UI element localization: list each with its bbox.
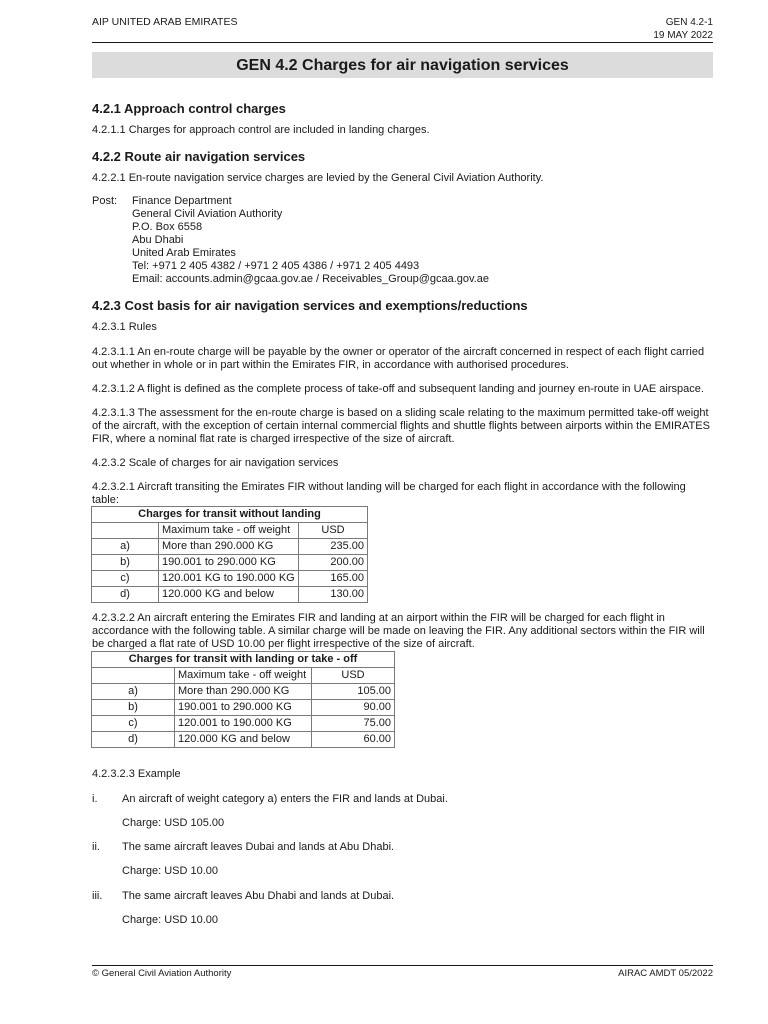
paragraph-4-2-3-2-2: 4.2.3.2.2 An aircraft entering the Emirates FIR and landing at an airport within the FIR will be charged for each flight in accordance with the following table. A similar charge will be made on leaving the FIR. Any additional sectors within the FIR will be charged a flat rate of USD 10.00 per flight irrespective of the size of aircraft. — [92, 612, 705, 650]
table-cell-usd: 105.00 — [312, 684, 395, 700]
table-cell-category: b) — [92, 700, 175, 716]
table-row — [92, 684, 395, 700]
table-header-row — [92, 523, 368, 539]
transit-without-landing-table — [91, 506, 368, 603]
table-row — [92, 571, 368, 587]
example-charge: Charge: USD 10.00 — [122, 865, 218, 877]
table-cell-category: a) — [92, 539, 159, 555]
table-cell-usd: 60.00 — [312, 732, 395, 748]
header-page-ref: GEN 4.2-1 — [665, 17, 713, 28]
footer-copyright: © General Civil Aviation Authority — [92, 968, 232, 979]
table-header-usd: USD — [312, 668, 395, 684]
table-cell-usd: 165.00 — [299, 571, 368, 587]
address-telephone: Tel: +971 2 405 4382 / +971 2 405 4386 / +971 2 405 4493 — [132, 260, 420, 272]
table-cell-weight: 120.001 KG to 190.000 KG — [159, 571, 299, 587]
address-line: P.O. Box 6558 — [132, 221, 203, 233]
section-heading-4-2-1: 4.2.1 Approach control charges — [92, 101, 286, 116]
header-publication: AIP UNITED ARAB EMIRATES — [92, 16, 238, 28]
table-caption-row — [92, 652, 395, 668]
footer-amendment: AIRAC AMDT 05/2022 — [618, 968, 713, 979]
table-row — [92, 700, 395, 716]
example-charge: Charge: USD 105.00 — [122, 817, 225, 829]
table-caption-row — [92, 507, 368, 523]
table-cell-category: c) — [92, 716, 175, 732]
table-cell-category: b) — [92, 555, 159, 571]
table-cell-category: c) — [92, 571, 159, 587]
table-row — [92, 716, 395, 732]
example-number: i. — [92, 793, 98, 805]
address-email: Email: accounts.admin@gcaa.gov.ae / Receivables_Group@gcaa.gov.ae — [132, 273, 490, 285]
table-cell-usd: 90.00 — [312, 700, 395, 716]
header-date: 19 MAY 2022 — [653, 30, 713, 41]
example-text: The same aircraft leaves Dubai and lands at Abu Dhabi. — [122, 841, 395, 853]
address-line: General Civil Aviation Authority — [132, 208, 283, 220]
paragraph-4-2-3-2: 4.2.3.2 Scale of charges for air navigation services — [92, 457, 339, 469]
transit-with-landing-table — [91, 651, 395, 748]
table-caption: Charges for transit without landing — [92, 507, 368, 523]
table-row — [92, 732, 395, 748]
table-header-usd: USD — [299, 523, 368, 539]
table-cell-usd: 130.00 — [299, 587, 368, 603]
table-cell-category: a) — [92, 684, 175, 700]
table-cell-category: d) — [92, 732, 175, 748]
table-header-weight: Maximum take - off weight — [159, 523, 299, 539]
header-rule — [92, 42, 713, 43]
table-cell-weight: 120.000 KG and below — [175, 732, 312, 748]
table-cell-weight: 120.000 KG and below — [159, 587, 299, 603]
address-line: United Arab Emirates — [132, 247, 236, 259]
table-cell-usd: 200.00 — [299, 555, 368, 571]
example-number: iii. — [92, 890, 103, 902]
section-heading-4-2-2: 4.2.2 Route air navigation services — [92, 149, 306, 164]
post-label: Post: — [92, 195, 118, 207]
table-cell-category: d) — [92, 587, 159, 603]
address-line: Finance Department — [132, 195, 232, 207]
header-page-info — [653, 16, 713, 42]
example-charge: Charge: USD 10.00 — [122, 914, 218, 926]
postal-address — [132, 195, 489, 286]
page-title: GEN 4.2 Charges for air navigation services — [92, 52, 713, 78]
table-cell-weight: More than 290.000 KG — [175, 684, 312, 700]
table-row — [92, 587, 368, 603]
table-cell-usd: 235.00 — [299, 539, 368, 555]
paragraph-4-2-3-1-3: 4.2.3.1.3 The assessment for the en-route charge is based on a sliding scale relating to the maximum permitted take-off weight of the aircraft, with the exception of certain internal commercial flights and shuttle flights between airports within the EMIRATES FIR, where a nominal flat rate is charged irrespective of the size of aircraft. — [92, 407, 710, 445]
paragraph-4-2-3-2-1: 4.2.3.2.1 Aircraft transiting the Emirates FIR without landing will be charged for each flight in accordance with the following table: — [92, 481, 686, 506]
table-cell-usd: 75.00 — [312, 716, 395, 732]
table-cell-weight: More than 290.000 KG — [159, 539, 299, 555]
paragraph-4-2-3-1-2: 4.2.3.1.2 A flight is defined as the complete process of take-off and subsequent landing and journey en-route in UAE airspace. — [92, 383, 704, 395]
table-cell-weight: 190.001 to 290.000 KG — [159, 555, 299, 571]
example-text: The same aircraft leaves Abu Dhabi and lands at Dubai. — [122, 890, 395, 902]
section-heading-4-2-3: 4.2.3 Cost basis for air navigation services and exemptions/reductions — [92, 298, 528, 313]
table-header-weight: Maximum take - off weight — [175, 668, 312, 684]
paragraph-4-2-3-1: 4.2.3.1 Rules — [92, 321, 157, 333]
table-caption: Charges for transit with landing or take - off — [92, 652, 395, 668]
table-row — [92, 555, 368, 571]
address-line: Abu Dhabi — [132, 234, 184, 246]
table-header-cell — [92, 668, 175, 684]
paragraph-4-2-3-2-3: 4.2.3.2.3 Example — [92, 768, 181, 780]
example-text: An aircraft of weight category a) enters the FIR and lands at Dubai. — [122, 793, 448, 805]
example-number: ii. — [92, 841, 100, 853]
table-header-cell — [92, 523, 159, 539]
paragraph-4-2-3-1-1: 4.2.3.1.1 An en-route charge will be payable by the owner or operator of the aircraft concerned in respect of each flight carried out whether in whole or in part within the Emirates FIR, in accordance with authorised procedures. — [92, 346, 705, 371]
table-row — [92, 539, 368, 555]
table-cell-weight: 120.001 to 190.000 KG — [175, 716, 312, 732]
paragraph-4-2-1-1: 4.2.1.1 Charges for approach control are included in landing charges. — [92, 124, 430, 136]
footer-rule — [92, 965, 713, 966]
table-header-row — [92, 668, 395, 684]
paragraph-4-2-2-1: 4.2.2.1 En-route navigation service charges are levied by the General Civil Aviation Authority. — [92, 172, 544, 184]
table-cell-weight: 190.001 to 290.000 KG — [175, 700, 312, 716]
